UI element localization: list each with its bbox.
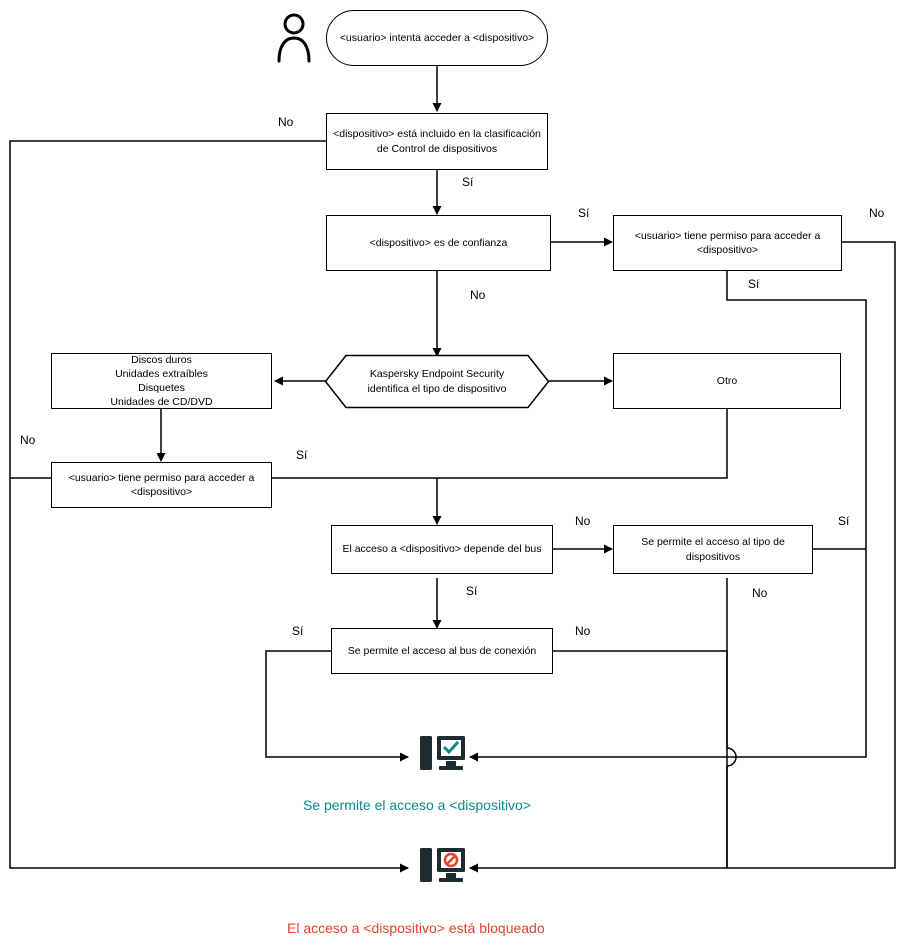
node-user-permission-top [613,215,842,271]
node-user-permission-left [51,462,272,508]
node-drive-list-item-3: Unidades de CD/DVD [110,396,213,409]
node-in-classification-label: <dispositivo> está incluido en la clasificación de Control de dispositivos [333,128,541,155]
node-trusted [326,215,551,271]
edge-label-no-permission-top: No [869,206,885,220]
edge-label-si-permission-top: Sí [748,277,760,291]
edge-label-si-trusted: Sí [578,206,590,220]
edge-label-si-allow-bus: Sí [292,624,304,638]
node-drive-list-item-0: Discos duros [131,353,192,366]
node-allow-bus-label: Se permite el acceso al bus de conexión [347,644,537,657]
node-other [613,353,841,409]
monitor-blocked-icon [418,845,468,898]
node-other-label: Otro [716,374,738,387]
edge-label-si-permission-left: Sí [296,448,308,462]
node-start [326,10,548,66]
node-identify-type [324,354,550,409]
edge-label-no-allow-device-type: No [752,586,768,600]
node-identify-type-label: Kaspersky Endpoint Security identifica el tipo de dispositivo [367,368,507,395]
edge-label-si-bus-dependent: Sí [466,584,478,598]
edge-label-no-bus-dependent: No [575,514,591,528]
node-drive-list [51,353,272,409]
node-allow-bus [331,628,553,674]
node-allow-device-type [613,525,813,574]
user-icon [271,12,317,69]
edge-label-si-classification: Sí [462,175,474,189]
edge-label-no-permission-left: No [20,433,36,447]
node-bus-dependent [331,525,553,574]
node-drive-list-item-2: Disquetes [138,382,185,394]
node-user-permission-left-label: <usuario> tiene permiso para acceder a <dispositivo> [68,471,255,498]
edge-label-si-allow-device-type: Sí [838,514,850,528]
node-bus-dependent-label: El acceso a <dispositivo> depende del bus [342,543,542,556]
node-in-classification [326,113,548,170]
node-allow-device-type-label: Se permite el acceso al tipo de dispositivos [641,536,785,563]
monitor-check-icon [418,733,468,786]
node-trusted-label: <dispositivo> es de confianza [369,236,508,249]
result-blocked-caption: El acceso a <dispositivo> está bloqueado [287,920,545,936]
node-user-permission-top-label: <usuario> tiene permiso para acceder a <dispositivo> [634,229,821,256]
edge-label-no-trusted: No [470,288,486,302]
edge-label-no-allow-bus: No [575,624,591,638]
node-drive-list-item-1: Unidades extraíbles [115,367,208,380]
node-start-label: <usuario> intenta acceder a <dispositivo> [339,31,535,44]
result-allowed-caption: Se permite el acceso a <dispositivo> [303,797,532,813]
edge-label-no-classification: No [278,115,294,129]
